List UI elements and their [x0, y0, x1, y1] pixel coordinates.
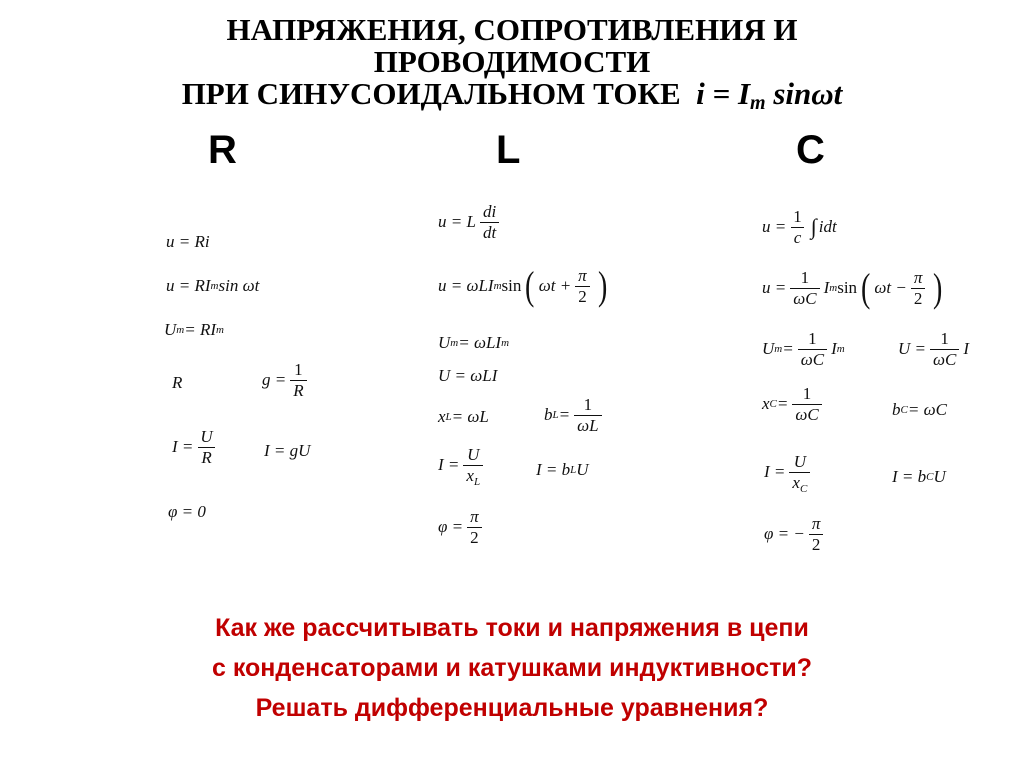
column-heading-l: L — [496, 128, 521, 172]
fraction-denominator: c — [791, 227, 805, 247]
c-eq-phase-lhs: φ = − — [764, 524, 805, 544]
column-heading-c: C — [796, 128, 825, 172]
question-line-1: Как же рассчитывать токи и напряжения в цепи — [215, 614, 809, 642]
question-line-2: с конденсаторами и катушками индуктивности? — [212, 654, 812, 682]
c-eq-phase — [764, 515, 827, 554]
column-heading-r: R — [208, 128, 237, 172]
c-eq-current-fraction — [789, 452, 810, 495]
l-eq-instant-fraction — [575, 267, 590, 306]
close-paren: ) — [597, 263, 608, 308]
fraction-den-sub: L — [473, 475, 481, 488]
l-eq-instant-sin: sin — [501, 276, 522, 295]
c-eq-current-lhs: I = — [764, 462, 786, 482]
l-eq-amp-mid: = ωLI — [458, 333, 502, 352]
fraction-numerator: π — [470, 507, 479, 526]
r-eq-ohm-text: u = Ri — [166, 232, 210, 251]
c-eq-current — [764, 452, 814, 495]
l-eq-current-fraction — [463, 445, 483, 488]
r-eq-g-fraction — [290, 361, 306, 400]
r-eq-current-g-text: I = gU — [264, 441, 311, 460]
c-eq-integral-lhs: u = — [762, 217, 787, 237]
formula-I: I — [737, 76, 751, 111]
l-eq-instant: u = ωLI m sin ( ωt + $\frac{\pi}{2}$ ) — [438, 263, 608, 308]
l-eq-susceptance: b L = $\frac{1}{\omega L}$ — [544, 396, 606, 435]
fraction-numerator: 1 — [294, 360, 303, 379]
c-eq-amp-fraction — [798, 330, 827, 369]
c-eq-instant-arg: ωt − — [874, 278, 907, 297]
title-line-2: ПРОВОДИМОСТИ — [373, 44, 651, 79]
c-eq-rms-I: I — [963, 339, 970, 359]
question-text — [0, 608, 1024, 728]
fraction-numerator: di — [482, 202, 497, 221]
c-eq-integral — [762, 208, 837, 247]
l-eq-current-b-rest: U — [576, 460, 589, 479]
r-eq-instant-rest: sin ωt — [218, 276, 260, 295]
fraction-denominator: R — [290, 380, 306, 400]
c-eq-amp-I: I — [831, 339, 837, 359]
c-eq-instant-lhs: u = — [762, 278, 787, 297]
r-eq-instant-text: u = RI — [166, 276, 211, 295]
c-eq-current-b-text: I = b — [892, 467, 927, 486]
l-eq-phase-fraction — [467, 508, 482, 547]
fraction-numerator: 1 — [940, 329, 949, 348]
r-eq-g-lhs: g = — [262, 370, 287, 390]
fraction-denominator: R — [198, 447, 214, 467]
l-eq-x: x — [438, 407, 446, 426]
fraction-denominator: 2 — [809, 534, 824, 554]
l-eq-b-eq: = — [558, 405, 571, 425]
l-eq-current-b: I = b L U — [536, 460, 589, 479]
l-eq-instant-lhs: u = ωLI — [438, 276, 494, 295]
r-eq-instant: u = RI m sin ωt — [166, 276, 260, 295]
l-eq-phase — [438, 508, 486, 547]
close-paren: ) — [933, 265, 943, 310]
r-eq-r-symbol: R — [172, 373, 183, 392]
fraction-numerator: π — [578, 265, 587, 285]
l-eq-current — [438, 445, 487, 488]
c-eq-x-eq: = — [776, 394, 789, 414]
r-eq-resistance — [172, 373, 182, 393]
l-eq-instant-arg: ωt + — [538, 276, 572, 295]
l-eq-derivative-lhs: u = L — [438, 212, 476, 232]
c-eq-instant-I: I — [823, 278, 830, 297]
l-eq-amp-lhs: U — [438, 333, 451, 352]
fraction-den-x: x — [792, 472, 800, 492]
open-paren: ( — [525, 263, 535, 308]
formula-sub-m: m — [750, 92, 766, 114]
l-eq-phase-lhs: φ = — [438, 517, 464, 537]
c-eq-current-b: I = b C U — [892, 467, 946, 486]
fraction-denominator: 2 — [467, 527, 482, 547]
c-eq-x: x — [762, 394, 770, 414]
r-eq-current-lhs: I = — [172, 437, 194, 457]
c-eq-instant-fraction — [790, 269, 819, 308]
open-paren: ( — [861, 265, 871, 310]
l-eq-current-lhs: I = — [438, 455, 460, 475]
l-eq-reactance: x L = ωL — [438, 407, 489, 426]
l-eq-derivative-fraction — [480, 203, 499, 242]
fraction-numerator: 1 — [808, 329, 817, 348]
fraction-numerator: U — [467, 445, 480, 464]
c-eq-instant-sin: sin — [837, 278, 858, 297]
fraction-numerator: π — [811, 514, 821, 533]
l-eq-x-rhs: = ωL — [451, 407, 489, 426]
c-eq-x-fraction — [792, 385, 821, 424]
fraction-denominator: 2 — [911, 288, 926, 308]
fraction-denominator: ωL — [574, 415, 601, 435]
slide-title — [0, 12, 1024, 114]
l-eq-b-fraction — [574, 396, 601, 435]
r-eq-amplitude: U m = RI m — [164, 320, 224, 339]
c-eq-amplitude: U m = $\frac{1}{\omega C}$ I m — [762, 329, 845, 369]
fraction-numerator: 1 — [802, 384, 812, 403]
title-line-3 — [0, 76, 1024, 114]
fraction-den-sub: C — [799, 482, 808, 495]
r-eq-current-fraction — [197, 428, 215, 467]
fraction-denominator: ωC — [798, 349, 827, 369]
r-eq-current-g — [264, 441, 310, 461]
fraction-numerator: 1 — [793, 207, 802, 226]
r-eq-amp-lhs: U — [164, 320, 177, 339]
fraction-numerator: U — [793, 452, 806, 471]
formula-eq: = — [704, 76, 738, 111]
c-eq-rms-lhs: U = — [898, 339, 926, 359]
title-current-formula — [696, 76, 843, 114]
l-eq-amplitude: U m = ωLI m — [438, 333, 510, 352]
fraction-denominator: ωC — [792, 404, 821, 424]
l-eq-b: b — [544, 405, 553, 425]
fraction-denominator — [789, 472, 810, 495]
c-eq-reactance: x C = $\frac{1}{\omega C}$ — [762, 385, 826, 424]
l-eq-current-b-text: I = b — [536, 460, 571, 479]
c-eq-instant-pi-fraction — [911, 269, 926, 308]
fraction-numerator: π — [913, 267, 923, 287]
r-eq-phase — [168, 502, 206, 522]
fraction-denominator: ωC — [790, 288, 819, 308]
r-eq-conductance — [262, 361, 311, 400]
c-eq-rms — [898, 330, 969, 369]
l-eq-rms-text: U = ωLI — [438, 366, 498, 385]
fraction-denominator: ωC — [930, 349, 959, 369]
c-eq-b-rhs: = ωC — [907, 400, 947, 419]
c-eq-rms-fraction — [930, 330, 959, 369]
c-eq-b: b — [892, 400, 901, 419]
r-eq-amp-mid: = RI — [184, 320, 217, 339]
integral-sign: ∫ — [810, 214, 817, 240]
l-eq-derivative — [438, 203, 503, 242]
c-eq-instant: u = $\frac{1}{\omega C}$ I m sin ( ωt − $\frac{\pi}{2}$ ) — [762, 265, 943, 310]
title-line-3-text: ПРИ СИНУСОИДАЛЬНОМ ТОКЕ — [181, 76, 681, 111]
question-line-3: Решать дифференциальные уравнения? — [255, 694, 769, 722]
c-eq-amp-eq: = — [782, 339, 794, 359]
c-eq-amp-lhs: U — [762, 339, 775, 359]
c-eq-susceptance: b C = ωC — [892, 400, 947, 419]
formula-sin: sinωt — [765, 76, 843, 111]
l-eq-rms — [438, 366, 497, 386]
c-eq-current-b-rest: U — [933, 467, 946, 486]
c-eq-integral-fraction — [790, 208, 805, 247]
c-eq-integral-rest: idt — [818, 217, 837, 237]
fraction-denominator: 2 — [575, 286, 590, 306]
r-eq-ohm — [166, 232, 210, 252]
fraction-den-x: x — [466, 465, 474, 485]
fraction-denominator: dt — [480, 222, 499, 242]
r-eq-phase-text: φ = 0 — [168, 502, 206, 521]
r-eq-current — [172, 428, 220, 467]
fraction-numerator: U — [200, 427, 213, 446]
title-line-1: НАПРЯЖЕНИЯ, СОПРОТИВЛЕНИЯ И — [226, 12, 798, 47]
formula-i: i — [696, 76, 705, 111]
fraction-numerator: 1 — [800, 267, 810, 287]
fraction-numerator: 1 — [583, 395, 593, 414]
fraction-denominator — [463, 465, 483, 488]
c-eq-phase-fraction — [809, 515, 824, 554]
